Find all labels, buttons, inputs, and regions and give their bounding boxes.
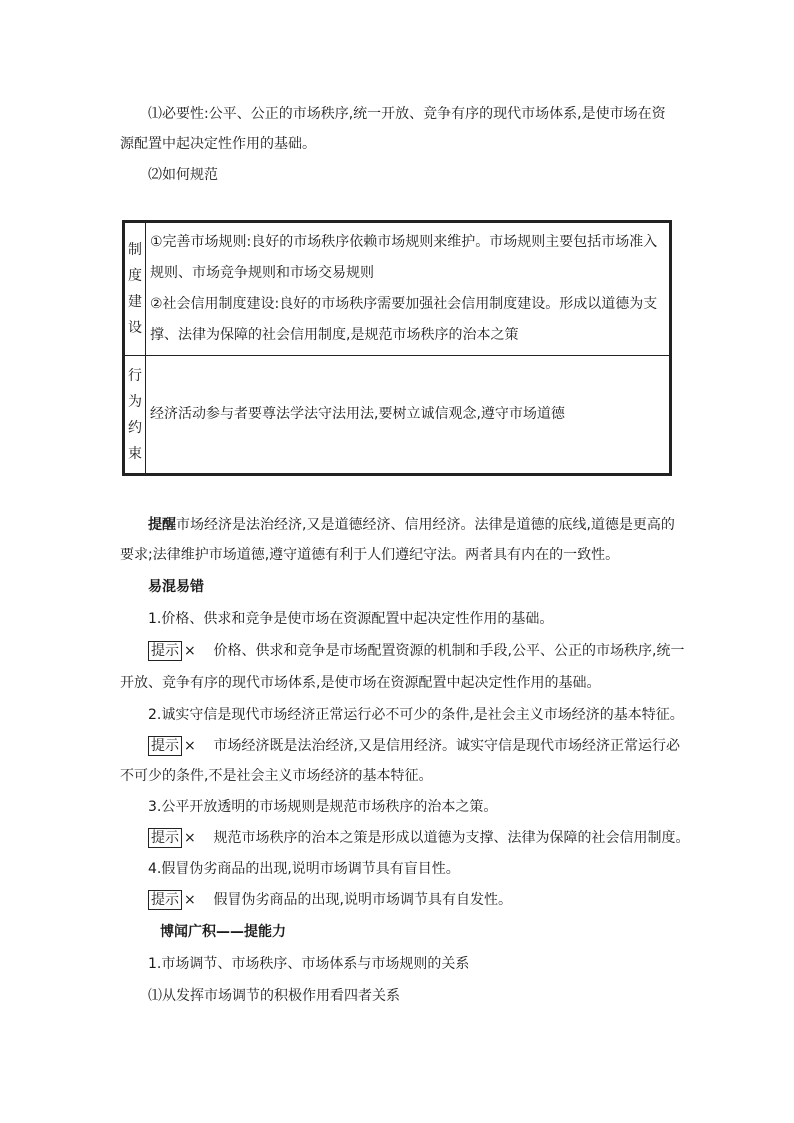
cross-mark: ×	[184, 830, 196, 846]
answer-4: 提示 × 假冒伪劣商品的出现,说明市场调节具有自发性。	[148, 890, 708, 910]
cross-mark: ×	[184, 892, 196, 908]
question-1: 1.价格、供求和竞争是使市场在资源配置中起决定性作用的基础。	[148, 611, 554, 627]
tip-badge: 提示	[148, 641, 182, 661]
reminder-line-2: 要求;法律维护市场道德,遵守道德有利于人们遵纪守法。两者具有内在的一致性。	[120, 547, 620, 563]
errors-heading: 易混易错	[148, 579, 204, 595]
row-body-system-building: ①完善市场规则:良好的市场秩序依赖市场规则来维护。市场规则主要包括市场准入 规则、市场竞争规则和市场交易规则 ②社会信用制度建设:良好的市场秩序需要加强社会信用制度建设。形成以道德为支 撑、法律为保障的社会信用制度,是规范市场秩序的治本之策	[146, 222, 671, 356]
necessity-line-2: 源配置中起决定性作用的基础。	[120, 136, 316, 152]
answer-2-line-2: 不可少的条件,不是社会主义市场经济的基本特征。	[120, 768, 433, 784]
question-4: 4.假冒伪劣商品的出现,说明市场调节具有盲目性。	[148, 861, 460, 877]
answer-1-line-2: 开放、竞争有序的现代市场体系,是使市场在资源配置中起决定性作用的基础。	[120, 675, 601, 691]
broad-heading: 博闻广积——提能力	[160, 924, 286, 940]
tip-badge: 提示	[148, 828, 182, 848]
answer-1-line-1: 提示 × 价格、供求和竞争是市场配置资源的机制和手段,公平、公正的市场秩序,统一	[148, 641, 708, 661]
row-body-behavior-constraint: 经济活动参与者要尊法学法守法用法,要树立诚信观念,遵守市场道德	[146, 356, 671, 475]
how-to-heading: ⑵如何规范	[148, 167, 218, 183]
cross-mark: ×	[184, 738, 196, 754]
row-head-behavior-constraint: 行 为 约 束	[124, 356, 146, 475]
cross-mark: ×	[184, 643, 196, 659]
table-row	[124, 356, 671, 475]
broad-item-1: 1.市场调节、市场秩序、市场体系与市场规则的关系	[148, 956, 470, 972]
reminder-label: 提醒	[148, 517, 176, 533]
necessity-line-1: ⑴必要性:公平、公正的市场秩序,统一开放、竞争有序的现代市场体系,是使市场在资	[148, 106, 666, 122]
tip-badge: 提示	[148, 736, 182, 756]
regulation-table	[122, 220, 672, 476]
answer-2-line-1: 提示 × 市场经济既是法治经济,又是信用经济。诚实守信是现代市场经济正常运行必	[148, 736, 708, 756]
broad-item-1-sub: ⑴从发挥市场调节的积极作用看四者关系	[148, 988, 400, 1004]
tip-badge: 提示	[148, 890, 182, 910]
answer-3: 提示 × 规范市场秩序的治本之策是形成以道德为支撑、法律为保障的社会信用制度。	[148, 828, 708, 848]
question-2: 2.诚实守信是现代市场经济正常运行必不可少的条件,是社会主义市场经济的基本特征。	[148, 707, 684, 723]
question-3: 3.公平开放透明的市场规则是规范市场秩序的治本之策。	[148, 799, 498, 815]
row-head-system-building: 制 度 建 设	[124, 222, 146, 356]
reminder-line-1: 提醒市场经济是法治经济,又是道德经济、信用经济。法律是道德的底线,道德是更高的	[148, 517, 675, 533]
table-row	[124, 222, 671, 356]
